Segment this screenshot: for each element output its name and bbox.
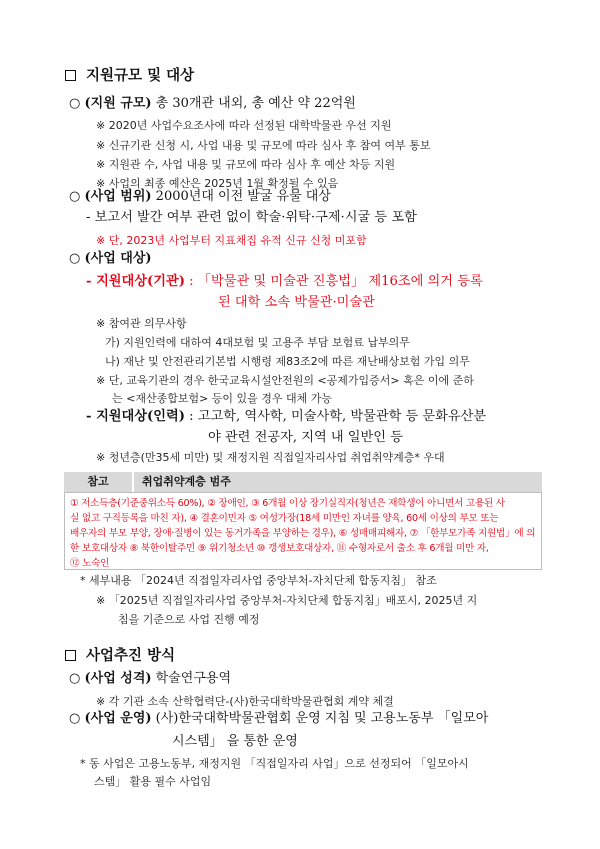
personnel-target-text: : 고고학, 역사학, 미술사학, 박물관학 등 문화유산분 — [184, 409, 487, 424]
youth-priority-note: ※ 청년층(만35세 미만) 및 재정지원 직접일자리사업 취업취약계층* 우대 — [96, 451, 445, 464]
range-item — [69, 190, 331, 203]
range-dash-line: - 보고서 발간 여부 관련 없이 학술·위탁·구제·시굴 등 포함 — [86, 210, 417, 225]
operation-text: (사)한국대학박물관협회 운영 지침 및 고용노동부 「일모아 — [151, 711, 489, 726]
circle-bullet-icon: ○ — [69, 96, 81, 111]
scale-text: 총 30개관 내외, 총 예산 약 22억원 — [151, 96, 356, 111]
section-title-method: 사업추진 방식 — [86, 647, 176, 664]
circle-bullet-icon: ○ — [69, 251, 81, 266]
scale-note-2: ※ 신규기관 신청 시, 사업 내용 및 규모에 따라 심사 후 참여 여부 통보 — [96, 139, 431, 152]
institution-target-text: : 「박물관 및 미술관 진흥법」 제16조에 의거 등록 — [184, 274, 483, 289]
reference-line-4: 한 보호대상자 ⑧ 북한이탈주민 ⑨ 위기청소년 ⑩ 갱생보호대상자, ⑪ 수형자로서 출소 후 6개월 미만 자, — [70, 543, 489, 554]
reference-line-1: ① 저소득층(기준중위소득 60%), ② 장애인, ③ 6개월 이상 장기실직자(청년은 재학생이 아니면서 고용된 사 — [70, 498, 505, 509]
operation-text-cont: 시스템」 을 통한 운영 — [172, 734, 298, 749]
institution-target-text-cont: 된 대학 소속 박물관·미술관 — [218, 295, 375, 310]
scale-note-1: ※ 2020년 사업수요조사에 따라 선정된 대학박물관 우선 지원 — [96, 119, 392, 132]
nature-text: 학술연구용역 — [151, 671, 232, 686]
nature-label: (사업 성격) — [84, 671, 152, 686]
detail-reference-note: * 세부내용 「2024년 직접일자리사업 중앙부처-자치단체 합동지침」 참조 — [80, 574, 437, 587]
section-title-support-scale: 지원규모 및 대상 — [86, 67, 195, 84]
institution-target-label: - 지원대상(기관) — [86, 274, 185, 289]
operation-item — [69, 712, 488, 725]
edu-institution-note-cont: 는 <재산종합보험> 등이 있을 경우 대체 가능 — [112, 392, 333, 405]
scale-note-4: ※ 사업의 최종 예산은 2025년 1월 확정될 수 있음 — [96, 177, 339, 190]
reference-title: 취업취약계층 범주 — [142, 475, 231, 488]
institution-target-line — [86, 275, 483, 288]
target-item — [69, 252, 152, 265]
operation-note-cont: 스템」 활용 필수 사업임 — [94, 775, 212, 788]
personnel-target-line — [86, 410, 486, 423]
nature-note: ※ 각 기관 소속 산학협력단-(사)한국대학박물관협회 계약 체결 — [96, 695, 394, 708]
personnel-target-text-cont: 야 관련 전공자, 지역 내 일반인 등 — [208, 430, 403, 445]
reference-line-2: 실 없고 구직등록을 마친 자), ④ 결혼이민자 ⑤ 여성가장(18세 미만인 자녀를 양육, 60세 이상의 부모 또는 — [70, 513, 499, 524]
reference-box-header — [64, 472, 542, 492]
scale-label: (지원 규모) — [84, 96, 152, 111]
operation-label: (사업 운영) — [84, 711, 152, 726]
range-text: 2000년대 이전 발굴 유물 대상 — [151, 189, 331, 204]
circle-bullet-icon: ○ — [69, 671, 81, 686]
reference-line-3: 배우자의 부모 부양, 장애·질병이 있는 동거가족을 부양하는 경우), ⑥ 성매매피해자, ⑦ 「한부모가족 지원법」에 의 — [70, 528, 536, 539]
guideline-note-cont: 침을 기준으로 사업 진행 예정 — [118, 613, 260, 626]
nature-item — [69, 672, 231, 685]
edu-institution-note: ※ 단, 교육기관의 경우 한국교육시설안전원의 <공제가입증서> 혹은 이에 준하 — [96, 374, 474, 387]
section-checkbox-icon — [65, 650, 76, 661]
personnel-target-label: - 지원대상(인력) — [86, 409, 185, 424]
obligation-item-2: 나) 재난 및 안전관리기본법 시행령 제83조2에 따른 재난배상보험 가입 의무 — [105, 355, 470, 368]
reference-line-5: ⑫ 노숙인 — [70, 558, 110, 569]
reference-tag: 참고 — [64, 472, 134, 492]
obligation-title: ※ 참여관 의무사항 — [96, 317, 187, 330]
obligation-item-1: 가) 지원인력에 대하여 4대보험 및 고용주 부담 보험료 납부의무 — [105, 336, 410, 349]
scale-item — [69, 97, 356, 110]
operation-note: * 동 사업은 고용노동부, 재정지원 「직접일자리 사업」으로 선정되어 「일모아시 — [80, 757, 469, 770]
circle-bullet-icon: ○ — [69, 711, 81, 726]
section-checkbox-icon — [65, 70, 76, 81]
guideline-note: ※ 「2025년 직접일자리사업 중앙부처-자치단체 합동지침」배포시, 2025년 지 — [96, 594, 478, 607]
range-label: (사업 범위) — [84, 189, 152, 204]
target-label: (사업 대상) — [84, 251, 152, 266]
circle-bullet-icon: ○ — [69, 189, 81, 204]
scale-note-3: ※ 지원관 수, 사업 내용 및 규모에 따라 심사 후 예산 차등 지원 — [96, 158, 396, 171]
range-red-note: ※ 단, 2023년 사업부터 지표채집 유적 신규 신청 미포함 — [96, 234, 367, 247]
